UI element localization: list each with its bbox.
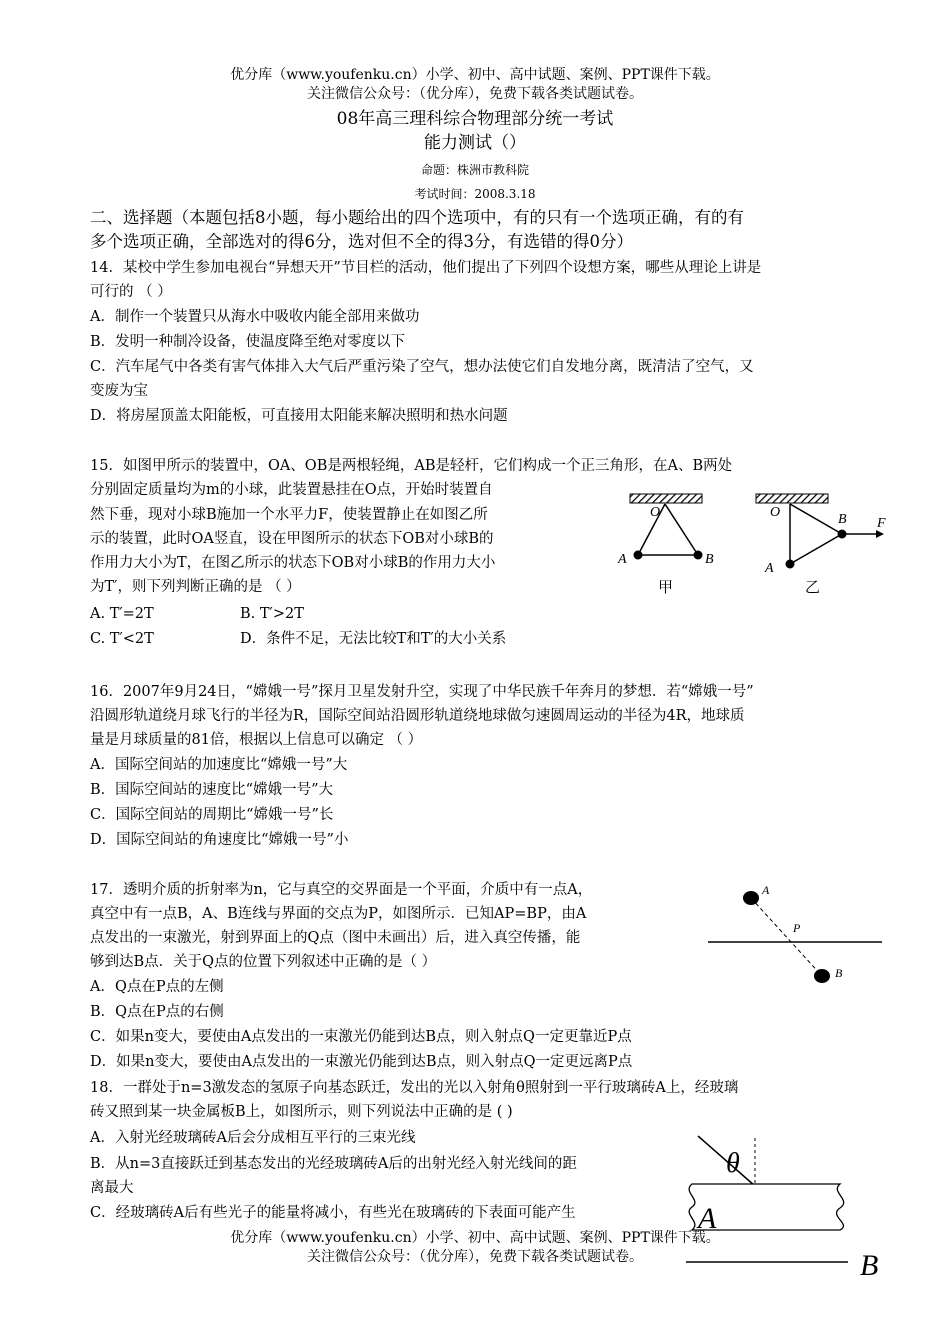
rope-ob-yi bbox=[790, 504, 842, 534]
point-b bbox=[814, 969, 830, 983]
q18-stem-1: 18．一群处于n=3激发态的氢原子向基态跃迁，发出的光以入射角θ照射到一平行玻璃砖A上，经玻璃 bbox=[90, 1080, 739, 1096]
footer-line-2: 关注微信公众号：（优分库），免费下载各类试题试卷。 bbox=[307, 1249, 643, 1265]
q17-option-c: C．如果n变大，要使由A点发出的一束激光仍能到达B点，则入射点Q一定更靠近P点 bbox=[90, 1029, 632, 1045]
q18-option-b-2: 离最大 bbox=[90, 1180, 134, 1196]
q18-stem-2: 砖又照到某一块金属板B上，如图所示，则下列说法中正确的是 ( ) bbox=[90, 1104, 513, 1120]
q15-option-b: B. T′>2T bbox=[240, 606, 304, 622]
q17-option-a: A．Q点在P点的左侧 bbox=[90, 979, 224, 995]
q16-option-d: D．国际空间站的角速度比“嫦娥一号”小 bbox=[90, 832, 349, 848]
q18-option-a: A．入射光经玻璃砖A后会分成相互平行的三束光线 bbox=[90, 1130, 416, 1146]
q16-stem-2: 沿圆形轨道绕月球飞行的半径为R，国际空间站沿圆形轨道绕地球做匀速圆周运动的半径为4R，地球质 bbox=[90, 708, 745, 724]
q15-stem-4: 示的装置，此时OA竖直，设在甲图所示的状态下OB对小球B的 bbox=[90, 531, 494, 547]
footer-line-1: 优分库（www.youfenku.cn）小学、初中、高中试题、案例、PPT课件下载。 bbox=[230, 1230, 720, 1246]
q14-option-a: A．制作一个装置只从海水中吸收内能全部用来做功 bbox=[90, 309, 420, 325]
q14-stem-2: 可行的 （ ） bbox=[90, 284, 172, 300]
q17-option-b: B．Q点在P点的右侧 bbox=[90, 1004, 224, 1020]
plate-label-b: B bbox=[860, 1249, 879, 1282]
q16-option-b: B．国际空间站的速度比“嫦娥一号”大 bbox=[90, 782, 333, 798]
q15-option-c: C. T′<2T bbox=[90, 631, 154, 647]
q18-option-c: C．经玻璃砖A后有些光子的能量将减小，有些光在玻璃砖的下表面可能产生 bbox=[90, 1205, 576, 1221]
label-p: P bbox=[793, 921, 801, 935]
q15-figure bbox=[610, 488, 900, 608]
label-a: A bbox=[762, 883, 770, 897]
q16-option-a: A．国际空间站的加速度比“嫦娥一号”大 bbox=[90, 757, 348, 773]
q18-option-b-1: B．从n=3直接跃迁到基态发出的光经玻璃砖A后的出射光经入射光线间的距 bbox=[90, 1156, 577, 1172]
q14-stem-1: 14．某校中学生参加电视台“异想天开”节目栏的活动，他们提出了下列四个设想方案，哪些从理论上讲是 bbox=[90, 260, 762, 276]
ball-b-jia bbox=[694, 551, 703, 560]
q16-option-c: C．国际空间站的周期比“嫦娥一号”长 bbox=[90, 807, 334, 823]
q15-stem-5: 作用力大小为T，在图乙所示的状态下OB对小球B的作用力大小 bbox=[90, 555, 496, 571]
q17-figure bbox=[705, 880, 885, 990]
q15-stem-1: 15．如图甲所示的装置中，OA、OB是两根轻绳，AB是轻杆，它们构成一个正三角形，在A、B两处 bbox=[90, 458, 733, 474]
q16-stem-1: 16．2007年9月24日，“嫦娥一号”探月卫星发射升空，实现了中华民族千年奔月的梦想．若“嫦娥一号” bbox=[90, 684, 754, 700]
section-instructions-1: 二、选择题（本题包括8小题，每小题给出的四个选项中，有的只有一个选项正确，有的有 bbox=[90, 208, 744, 227]
q14-option-b: B．发明一种制冷设备，使温度降至绝对零度以下 bbox=[90, 334, 406, 350]
q16-stem-3: 量是月球质量的81倍，根据以上信息可以确定 （ ） bbox=[90, 732, 423, 748]
q17-stem-4: 够到达B点．关于Q点的位置下列叙述中正确的是（ ） bbox=[90, 954, 437, 970]
q17-stem-2: 真空中有一点B，A、B连线与界面的交点为P，如图所示．已知AP=BP，由A bbox=[90, 906, 587, 922]
exam-title: 08年高三理科综合物理部分统一考试 bbox=[336, 109, 614, 129]
ceiling-jia bbox=[630, 494, 702, 503]
ab-dashed-line bbox=[751, 898, 822, 976]
exam-subtitle: 能力测试（） bbox=[424, 133, 526, 153]
q17-option-d: D．如果n变大，要使由A点发出的一束激光仍能到达B点，则入射点Q一定更远离P点 bbox=[90, 1054, 633, 1070]
label-f-yi: F bbox=[877, 516, 886, 531]
q15-stem-2: 分别固定质量均为m的小球，此装置悬挂在O点，开始时装置自 bbox=[90, 482, 493, 498]
ceiling-yi bbox=[756, 494, 828, 503]
label-a-yi: A bbox=[765, 561, 774, 576]
q14-option-c-2: 变废为宝 bbox=[90, 383, 148, 399]
label-o-yi: O bbox=[770, 505, 781, 520]
label-b: B bbox=[835, 966, 843, 980]
q15-option-d: D．条件不足，无法比较T和T′的大小关系 bbox=[240, 631, 507, 647]
q15-stem-3: 然下垂，现对小球B施加一个水平力F，使装置静止在如图乙所 bbox=[90, 507, 488, 523]
ball-b-yi bbox=[838, 530, 847, 539]
q15-option-a: A. T′=2T bbox=[90, 606, 154, 622]
header-line-1: 优分库（www.youfenku.cn）小学、初中、高中试题、案例、PPT课件下载。 bbox=[230, 67, 720, 83]
theta-label: θ bbox=[726, 1148, 740, 1179]
q17-stem-3: 点发出的一束激光，射到界面上的Q点（图中未画出）后，进入真空传播，能 bbox=[90, 930, 581, 946]
exam-author: 命题：株洲市教科院 bbox=[420, 163, 529, 177]
header-line-2: 关注微信公众号：（优分库），免费下载各类试题试卷。 bbox=[307, 86, 643, 102]
q14-option-d: D．将房屋顶盖太阳能板，可直接用太阳能来解决照明和热水问题 bbox=[90, 408, 508, 424]
ball-a-jia bbox=[634, 551, 643, 560]
force-arrow-head bbox=[876, 530, 884, 538]
glass-label-a: A bbox=[698, 1202, 717, 1235]
label-b-yi: B bbox=[838, 512, 847, 527]
ball-a-yi bbox=[786, 560, 795, 569]
label-b-jia: B bbox=[705, 552, 714, 567]
label-o-jia: O bbox=[650, 505, 661, 520]
rod-ab-yi bbox=[790, 534, 842, 564]
q15-stem-6: 为T′，则下列判断正确的是 （ ） bbox=[90, 579, 301, 595]
caption-jia: 甲 bbox=[658, 580, 674, 596]
section-instructions-2: 多个选项正确，全部选对的得6分，选对但不全的得3分，有选错的得0分） bbox=[90, 232, 633, 251]
exam-time: 考试时间：2008.3.18 bbox=[414, 187, 536, 201]
q14-option-c-1: C．汽车尾气中各类有害气体排入大气后严重污染了空气，想办法使它们自发地分离，既清洁了空气，又 bbox=[90, 359, 754, 375]
caption-yi: 乙 bbox=[805, 580, 821, 596]
point-a bbox=[743, 891, 759, 905]
q17-stem-1: 17．透明介质的折射率为n，它与真空的交界面是一个平面，介质中有一点A， bbox=[90, 882, 593, 898]
rope-ob-jia bbox=[665, 504, 698, 555]
label-a-jia: A bbox=[618, 552, 627, 567]
